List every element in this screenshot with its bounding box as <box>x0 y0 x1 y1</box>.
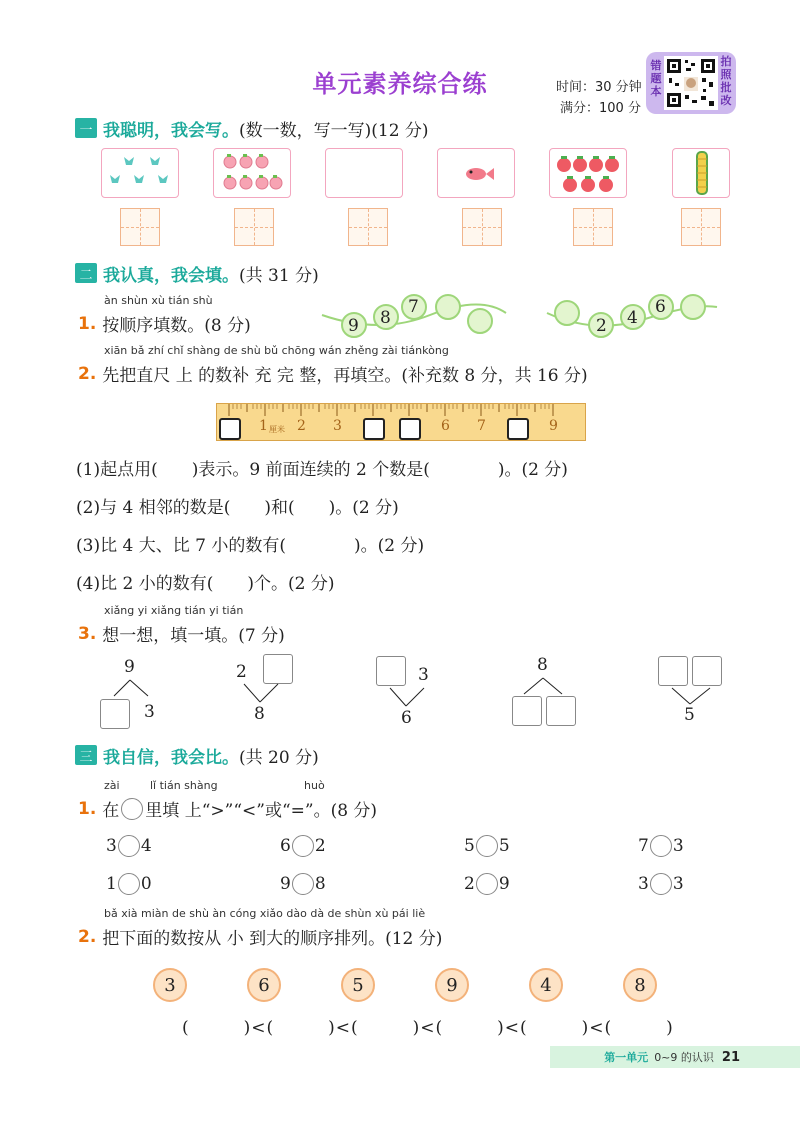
ruler-label-7: 7 <box>477 418 486 434</box>
section-2-points: (共 31 分) <box>239 265 319 286</box>
q2-3-text: 想一想，填一填。(7 分) <box>102 626 285 646</box>
picture-card-peaches <box>213 148 291 198</box>
order-answer-line[interactable]: ( )<( )<( )<( )<( )<( ) <box>182 1018 674 1038</box>
tree-5-blank-left[interactable] <box>658 656 688 686</box>
peaches-icon <box>214 149 290 197</box>
q2-2-item-3: (3)比 4 大、比 7 小的数有( )。(2 分) <box>76 536 425 556</box>
ruler-blank-4[interactable] <box>363 418 385 440</box>
picture-card-birds <box>101 148 179 198</box>
tree-5-lines <box>668 686 716 706</box>
cat-number-badge: 8 <box>623 968 657 1002</box>
section-2-header <box>75 262 319 284</box>
qr-code-icon[interactable] <box>664 56 718 110</box>
compare-item <box>106 873 152 895</box>
q2-3-pinyin: xiǎng yi xiǎng tián yi tián <box>104 604 244 617</box>
q2-2-item-4: (4)比 2 小的数有( )个。(2 分) <box>76 574 335 594</box>
picture-card-corn <box>672 148 730 198</box>
q2-3 <box>78 621 285 646</box>
time-limit: 时间：30 分钟 <box>556 80 642 95</box>
section-1-instruction: (数一数，写一写)(12 分) <box>239 120 429 141</box>
compare-item <box>280 873 326 895</box>
tree-4-lines <box>520 676 568 696</box>
ruler <box>216 403 586 441</box>
tree-4-blank-left[interactable] <box>512 696 542 726</box>
answer-box[interactable] <box>120 208 160 246</box>
answer-box[interactable] <box>573 208 613 246</box>
q3-1-pinyin-2: lǐ tián shàng <box>150 779 218 792</box>
cat-number-badge: 5 <box>341 968 375 1002</box>
q2-2-item-2: (2)与 4 相邻的数是( )和( )。(2 分) <box>76 498 399 518</box>
ruler-label-6: 6 <box>441 418 450 434</box>
q2-1-text: 按顺序填数。(8 分) <box>102 316 251 336</box>
compare-right: 4 <box>140 836 152 856</box>
birds-icon <box>102 149 178 197</box>
q2-2-pinyin: xiān bǎ zhí chǐ shàng de shù bǔ chōng wán zhěng zài tiánkòng <box>104 344 449 357</box>
tree-3-right: 3 <box>418 665 429 685</box>
q3-1-number: 1. <box>78 798 97 819</box>
section-3-header <box>75 744 319 766</box>
compare-circle[interactable] <box>118 873 140 895</box>
q2-1 <box>78 311 251 336</box>
answer-box[interactable] <box>348 208 388 246</box>
compare-right: 3 <box>672 874 684 894</box>
page-number: 21 <box>721 1049 740 1065</box>
cat-number-badge: 6 <box>247 968 281 1002</box>
section-3-heading: 我自信，我会比。 <box>103 747 239 768</box>
page-title: 单元素养综合练 <box>312 70 488 98</box>
compare-left: 1 <box>106 874 117 894</box>
q3-1-text-a: 在 <box>102 801 120 821</box>
compare-left: 5 <box>464 836 475 856</box>
footer-unit: 第一单元 <box>604 1051 649 1064</box>
compare-left: 7 <box>638 836 649 856</box>
compare-left: 9 <box>280 874 291 894</box>
section-1-badge: 一 <box>75 118 97 138</box>
q2-2-text: 先把直尺 上 的数补 充 完 整，再填空。(补充数 8 分，共 16 分) <box>102 366 588 386</box>
section-2-heading: 我认真，我会填。 <box>103 265 239 286</box>
section-3-points: (共 20 分) <box>239 747 319 768</box>
tree-5-bottom: 5 <box>684 705 695 725</box>
chain-b-num-2: 4 <box>627 308 638 328</box>
answer-box[interactable] <box>681 208 721 246</box>
compare-right: 8 <box>314 874 326 894</box>
q3-1-pinyin-3: huò <box>304 779 325 792</box>
wrong-book-label: 错题本 <box>650 59 662 98</box>
corn-icon <box>673 149 729 197</box>
ruler-label-9: 9 <box>549 418 558 434</box>
tree-2-blank[interactable] <box>263 654 293 684</box>
cat-number-badge: 4 <box>529 968 563 1002</box>
section-2-badge: 二 <box>75 263 97 283</box>
q2-2-item-1: (1)起点用( )表示。9 前面连续的 2 个数是( )。(2 分) <box>76 460 568 480</box>
chain-b-num-1: 2 <box>596 316 607 336</box>
tree-3-blank[interactable] <box>376 656 406 686</box>
answer-box[interactable] <box>234 208 274 246</box>
tree-5-blank-right[interactable] <box>692 656 722 686</box>
compare-item <box>638 873 684 895</box>
chain-a-num-1: 9 <box>348 316 359 336</box>
q3-2-pinyin: bǎ xià miàn de shù àn cóng xiǎo dào dà de shùn xù pái liè <box>104 907 426 920</box>
q3-2-number: 2. <box>78 926 97 947</box>
compare-item <box>464 835 510 857</box>
ruler-blank-5[interactable] <box>399 418 421 440</box>
compare-circle[interactable] <box>476 873 498 895</box>
ruler-blank-0[interactable] <box>219 418 241 440</box>
q2-2-number: 2. <box>78 363 97 384</box>
compare-item <box>280 835 326 857</box>
compare-circle[interactable] <box>292 835 314 857</box>
tree-2-left: 2 <box>236 662 247 682</box>
blank-circle-sample <box>121 798 143 820</box>
q3-1-pinyin-1: zài <box>104 779 120 792</box>
compare-left: 2 <box>464 874 475 894</box>
section-1-heading: 我聪明，我会写。 <box>103 120 239 141</box>
tree-4-top: 8 <box>537 655 548 675</box>
cat-number-badge: 3 <box>153 968 187 1002</box>
tree-1-blank[interactable] <box>100 699 130 729</box>
q2-2 <box>78 361 588 386</box>
qr-panel[interactable] <box>646 52 736 114</box>
tree-3-lines <box>386 686 430 708</box>
footer-topic: 0~9 的认识 <box>654 1051 714 1064</box>
compare-left: 3 <box>106 836 117 856</box>
answer-box[interactable] <box>462 208 502 246</box>
ruler-label-3: 3 <box>333 418 342 434</box>
cat-number-badge: 9 <box>435 968 469 1002</box>
ruler-label-2: 2 <box>297 418 306 434</box>
chain-b-num-3: 6 <box>655 297 666 317</box>
tree-1-right: 3 <box>144 702 155 722</box>
chain-a-num-2: 8 <box>380 308 391 328</box>
chain-a-num-3: 7 <box>408 297 419 317</box>
compare-right: 2 <box>314 836 326 856</box>
section-3-badge: 三 <box>75 745 97 765</box>
q3-1 <box>78 796 377 821</box>
tree-4-blank-right[interactable] <box>546 696 576 726</box>
compare-item <box>638 835 684 857</box>
ruler-blank-8[interactable] <box>507 418 529 440</box>
compare-right: 5 <box>498 836 510 856</box>
compare-left: 6 <box>280 836 291 856</box>
compare-circle[interactable] <box>650 835 672 857</box>
picture-card-fish <box>437 148 515 198</box>
compare-right: 9 <box>498 874 510 894</box>
section-1-header <box>75 117 429 139</box>
picture-card-strawberries <box>549 148 627 198</box>
compare-item <box>106 835 152 857</box>
compare-right: 0 <box>140 874 152 894</box>
compare-circle[interactable] <box>476 835 498 857</box>
tree-3-bottom: 6 <box>401 708 412 728</box>
ruler-label-1: 1 <box>259 418 268 434</box>
tree-2-bottom: 8 <box>254 704 265 724</box>
q3-1-text-b: 里填 上“>”“<”或“=”。(8 分) <box>145 801 378 821</box>
compare-right: 3 <box>672 836 684 856</box>
fish-icon <box>438 149 514 197</box>
tree-1-top: 9 <box>124 657 135 677</box>
picture-card-empty <box>325 148 403 198</box>
q3-2 <box>78 924 442 949</box>
photo-correct-label: 拍照批改 <box>720 55 732 107</box>
compare-left: 3 <box>638 874 649 894</box>
compare-circle[interactable] <box>118 835 140 857</box>
compare-circle[interactable] <box>650 873 672 895</box>
q2-1-pinyin: àn shùn xù tián shù <box>104 294 213 307</box>
strawberries-icon <box>550 149 626 197</box>
q2-3-number: 3. <box>78 623 97 644</box>
compare-circle[interactable] <box>292 873 314 895</box>
ruler-unit: 厘米 <box>269 425 285 434</box>
page-footer <box>550 1046 800 1068</box>
compare-item <box>464 873 510 895</box>
tree-2-lines <box>240 682 284 704</box>
q2-1-number: 1. <box>78 313 97 334</box>
tree-1-lines <box>110 678 154 698</box>
q3-2-text: 把下面的数按从 小 到大的顺序排列。(12 分) <box>102 929 443 949</box>
full-score: 满分：100 分 <box>560 101 641 116</box>
